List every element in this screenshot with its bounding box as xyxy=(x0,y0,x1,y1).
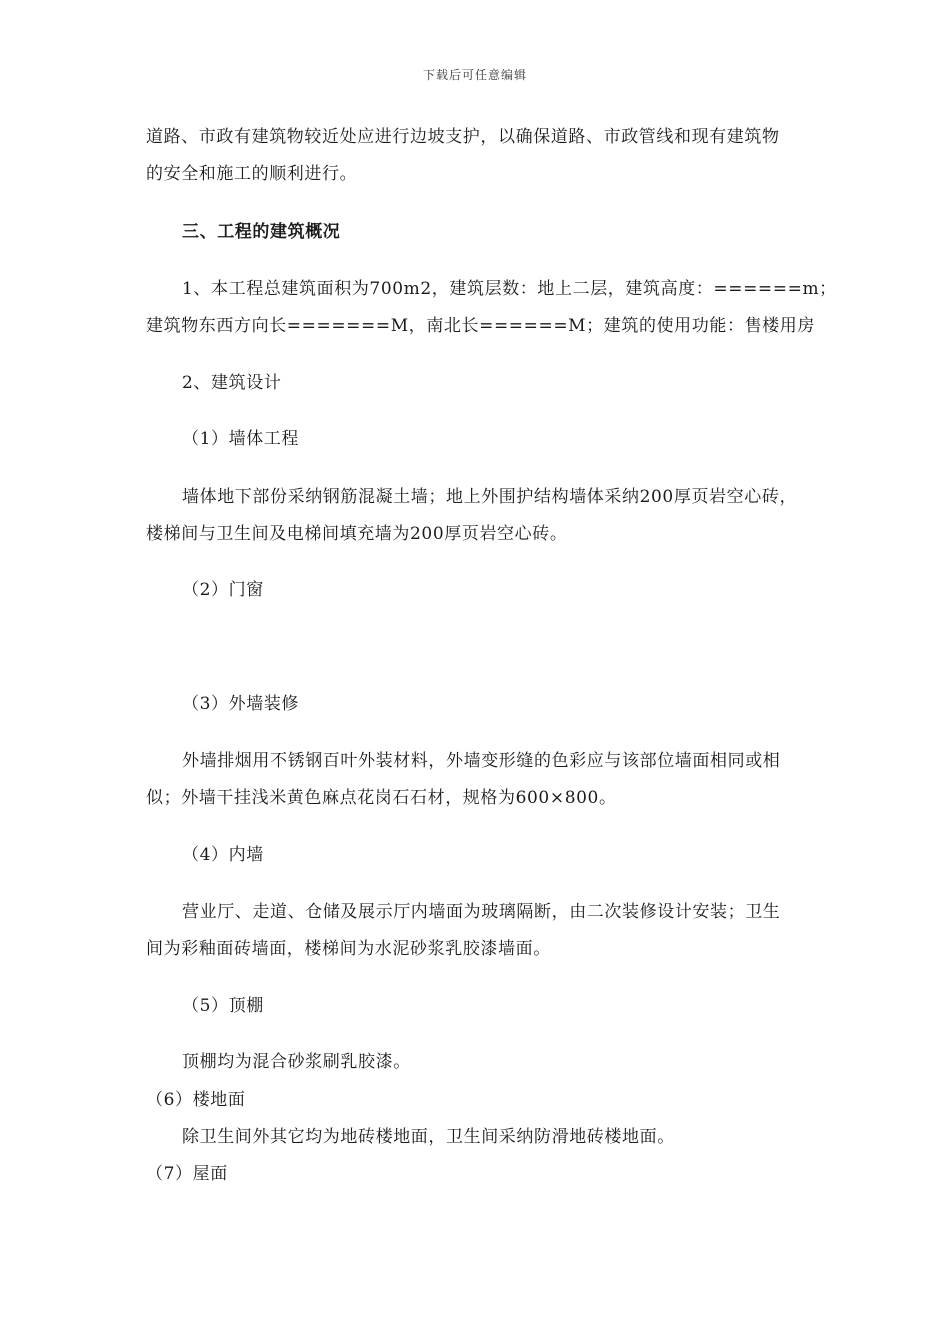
subsection-heading: （5）顶棚 xyxy=(182,996,264,1016)
subsection-heading: （3）外墙装修 xyxy=(182,694,300,714)
paragraph-line: 除卫生间外其它均为地砖楼地面，卫生间采纳防滑地砖楼地面。 xyxy=(182,1127,675,1147)
page-header: 下载后可任意编辑 xyxy=(422,68,527,82)
paragraph-line: 1、本工程总建筑面积为700m2，建筑层数：地上二层，建筑高度：======m； xyxy=(182,279,837,299)
paragraph-line: 建筑物东西方向长=======M，南北长======M；建筑的使用功能：售楼用房 xyxy=(146,316,815,336)
paragraph-line: 楼梯间与卫生间及电梯间填充墙为200厚页岩空心砖。 xyxy=(146,524,568,544)
paragraph-line: 外墙排烟用不锈钢百叶外装材料，外墙变形缝的色彩应与该部位墙面相同或相 xyxy=(182,751,781,771)
paragraph-line: 营业厅、走道、仓储及展示厅内墙面为玻璃隔断，由二次装修设计安装；卫生 xyxy=(182,902,781,922)
subsection-heading: （7）屋面 xyxy=(146,1164,228,1184)
paragraph-line: 顶棚均为混合砂浆刷乳胶漆。 xyxy=(182,1052,411,1072)
paragraph-line: 间为彩釉面砖墙面，楼梯间为水泥砂浆乳胶漆墙面。 xyxy=(146,939,551,959)
subsection-heading: （4）内墙 xyxy=(182,845,264,865)
subsection-heading: （1）墙体工程 xyxy=(182,429,300,449)
subsection-heading: 2、建筑设计 xyxy=(182,373,282,393)
paragraph-line: 的安全和施工的顺利进行。 xyxy=(146,164,358,184)
paragraph-line: 墙体地下部份采纳钢筋混凝土墙；地上外围护结构墙体采纳200厚页岩空心砖， xyxy=(182,487,798,507)
paragraph-line: 道路、市政有建筑物较近处应进行边坡支护，以确保道路、市政管线和现有建筑物 xyxy=(146,127,780,147)
subsection-heading: （2）门窗 xyxy=(182,580,264,600)
subsection-heading: （6）楼地面 xyxy=(146,1090,246,1110)
section-heading: 三、工程的建筑概况 xyxy=(182,222,341,242)
paragraph-line: 似；外墙干挂浅米黄色麻点花岗石石材，规格为600×800。 xyxy=(146,788,617,808)
